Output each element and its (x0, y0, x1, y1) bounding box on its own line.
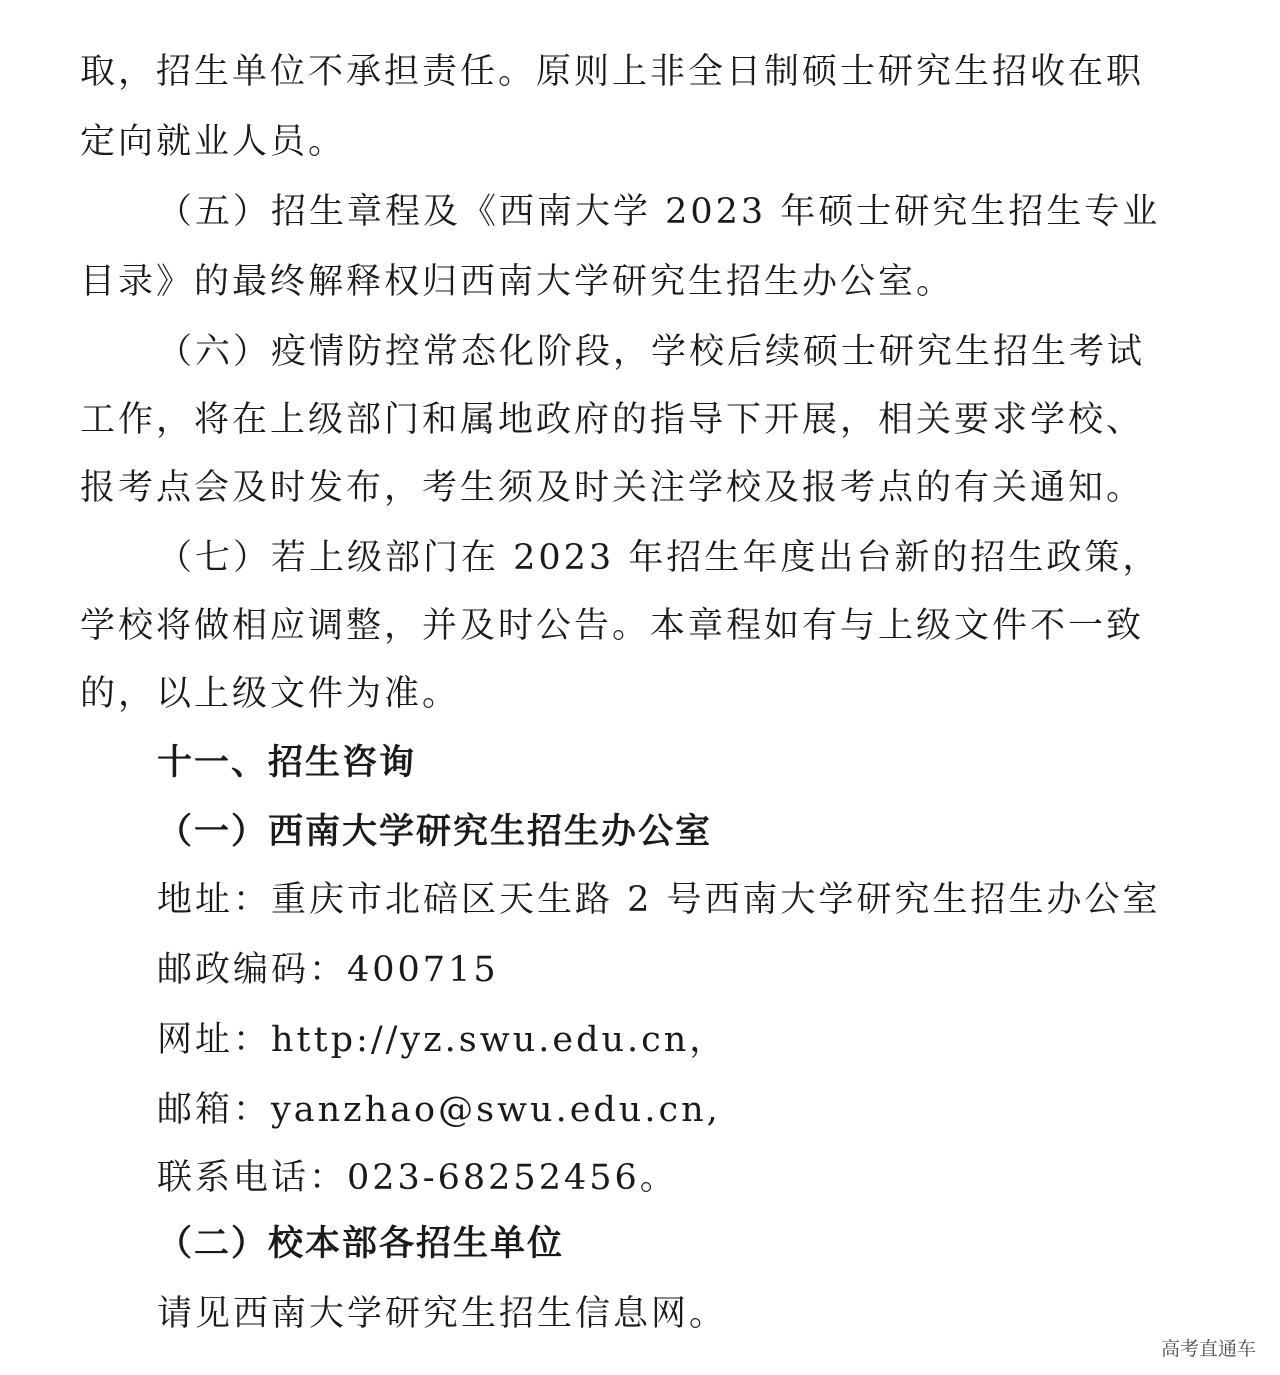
postcode-line: 邮政编码：400715 (157, 950, 499, 990)
paragraph-line: 工作，将在上级部门和属地政府的指导下开展，相关要求学校、 (80, 400, 1145, 440)
section-heading: 十一、招生咨询 (157, 743, 417, 783)
website-line: 网址：http://yz.swu.edu.cn， (157, 1020, 728, 1060)
paragraph-line: 学校将做相应调整，并及时公告。本章程如有与上级文件不一致 (80, 606, 1145, 646)
paragraph-line: 请见西南大学研究生招生信息网。 (157, 1294, 728, 1334)
paragraph-line: 的，以上级文件为准。 (80, 674, 461, 714)
paragraph-line: 取，招生单位不承担责任。原则上非全日制硕士研究生招收在职 (80, 52, 1145, 92)
paragraph-line: 目录》的最终解释权归西南大学研究生招生办公室。 (80, 262, 955, 302)
paragraph-line: 报考点会及时发布，考生须及时关注学校及报考点的有关通知。 (80, 468, 1145, 508)
paragraph-line: （六）疫情防控常态化阶段，学校后续硕士研究生招生考试 (157, 332, 1146, 372)
address-line: 地址：重庆市北碚区天生路 2 号西南大学研究生招生办公室 (157, 880, 1161, 920)
subsection-heading: （一）西南大学研究生招生办公室 (157, 812, 713, 852)
paragraph-line: （五）招生章程及《西南大学 2023 年硕士研究生招生专业 (157, 192, 1161, 232)
watermark-text: 高考直通车 (1160, 1338, 1256, 1360)
paragraph-line: （七）若上级部门在 2023 年招生年度出台新的招生政策， (157, 538, 1161, 578)
paragraph-line: 定向就业人员。 (80, 122, 347, 162)
subsection-heading: （二）校本部各招生单位 (157, 1224, 565, 1264)
phone-line: 联系电话：023-68252456。 (157, 1158, 678, 1198)
email-line: 邮箱：yanzhao@swu.edu.cn, (157, 1090, 721, 1130)
